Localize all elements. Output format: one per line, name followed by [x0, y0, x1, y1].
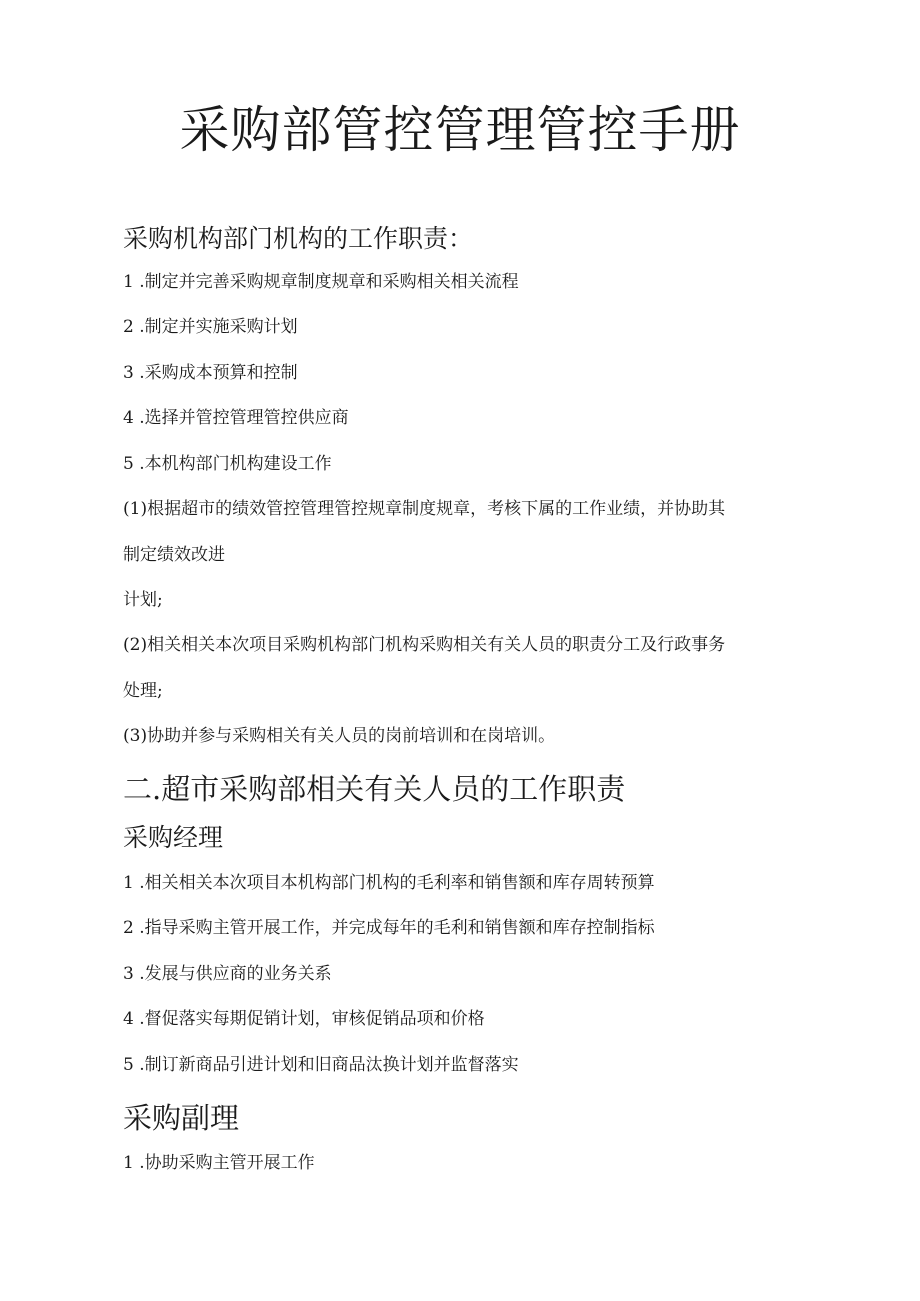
section2-heading: 二.超市采购部相关有关人员的工作职责: [123, 772, 626, 806]
manager-item-2: 2 .指导采购主管开展工作，并完成每年的毛利和销售额和库存控制指标: [123, 918, 655, 938]
section1-item-1: 1 .制定并完善采购规章制度规章和采购相关相关流程: [123, 272, 519, 292]
document-title: 采购部管控管理管控手册: [179, 101, 741, 159]
manager-item-3: 3 .发展与供应商的业务关系: [123, 964, 332, 984]
manager-item-4: 4 .督促落实每期促销计划，审核促销品项和价格: [123, 1009, 485, 1029]
section1-subitem-3: (3)协助并参与采购相关有关人员的岗前培训和在岗培训。: [123, 726, 556, 746]
section1-subitem-1: (1)根据超市的绩效管控管理管控规章制度规章，考核下属的工作业绩，并协助其: [123, 499, 726, 519]
section1-subitem-1-cont: 制定绩效改进: [123, 545, 225, 565]
section1-item-3: 3 .采购成本预算和控制: [123, 363, 298, 383]
section1-item-2: 2 .制定并实施采购计划: [123, 317, 298, 337]
deputy-heading: 采购副理: [123, 1101, 240, 1135]
manager-item-1: 1 .相关相关本次项目本机构部门机构的毛利率和销售额和库存周转预算: [123, 873, 655, 893]
section1-item-5: 5 .本机构部门机构建设工作: [123, 454, 332, 474]
deputy-item-1: 1 .协助采购主管开展工作: [123, 1153, 315, 1173]
section1-subitem-1-cont2: 计划;: [123, 590, 163, 610]
section1-subitem-2: (2)相关相关本次项目采购机构部门机构采购相关有关人员的职责分工及行政事务: [123, 635, 726, 655]
section1-heading: 采购机构部门机构的工作职责：: [123, 224, 474, 253]
manager-item-5: 5 .制订新商品引进计划和旧商品汰换计划并监督落实: [123, 1055, 519, 1075]
section1-subitem-2-cont: 处理;: [123, 681, 163, 701]
section1-item-4: 4 .选择并管控管理管控供应商: [123, 408, 349, 428]
manager-heading: 采购经理: [123, 823, 224, 852]
